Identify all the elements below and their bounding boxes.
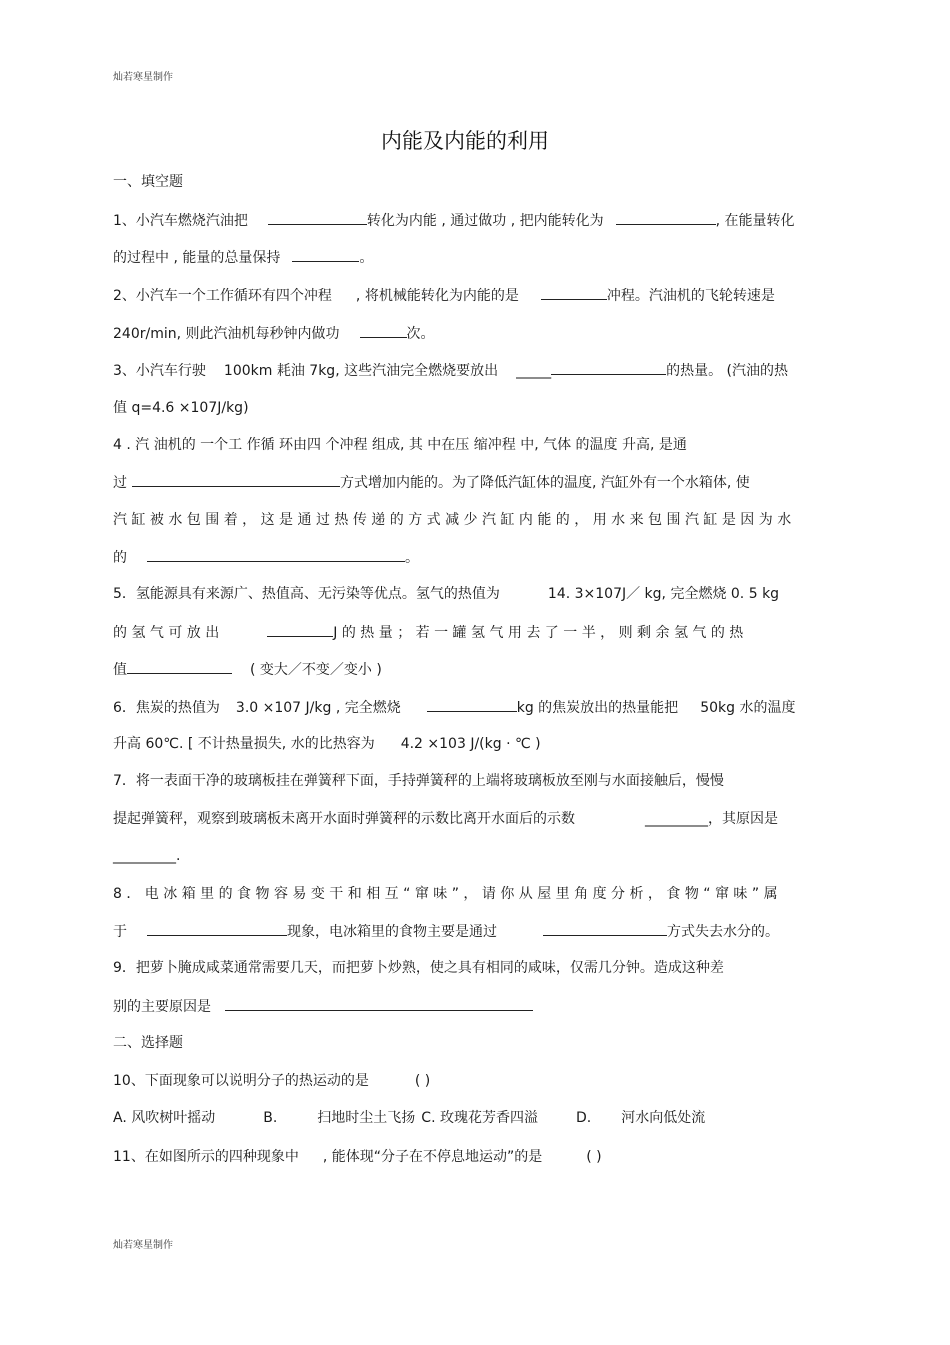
answer-blank[interactable] xyxy=(541,285,607,300)
question-3-line-2: 值 q=4.6 ×107J/kg) xyxy=(113,400,249,416)
q1-text-e: 。 xyxy=(359,250,374,266)
q5-text-b: 14. 3×107J／ kg, 完全燃烧 0. 5 kg xyxy=(547,586,780,602)
q6-text-f: 4.2 ×103 J/(kg · ℃ ) xyxy=(400,736,541,752)
answer-blank[interactable] xyxy=(360,323,407,338)
q10-text-a: 10、下面现象可以说明分子的热运动的是 xyxy=(113,1073,369,1089)
question-9-line-1: 9．把萝卜腌成咸菜通常需要几天，而把萝卜炒熟，使之具有相同的咸味，仅需几分钟。造成这种差 xyxy=(113,960,724,976)
q10-answer-paren: ( ) xyxy=(414,1073,431,1089)
q10-option-c: C. 玫瑰花芳香四溢 xyxy=(421,1110,538,1126)
question-10 xyxy=(113,1071,430,1091)
q5-text-a: 5．氢能源具有来源广、热值高、无污染等优点。氢气的热值为 xyxy=(113,586,500,602)
question-5-line-2 xyxy=(113,622,743,643)
answer-blank[interactable] xyxy=(225,996,533,1011)
question-7-line-3: _________. xyxy=(113,848,181,864)
q10-option-b-letter: B. xyxy=(263,1110,278,1126)
question-3-line-1 xyxy=(113,360,788,381)
q11-text-a: 11、在如图所示的四种现象中 xyxy=(113,1149,299,1165)
q6-text-a: 6．焦炭的热值为 xyxy=(113,700,220,716)
question-7-line-2 xyxy=(113,809,778,829)
q6-text-b: 3.0 ×107 J/kg , 完全燃烧 xyxy=(235,700,401,716)
q3-text-c: _____ xyxy=(516,363,552,379)
q7-text-b: 提起弹簧秤，观察到玻璃板未离开水面时弹簧秤的示数比离开水面后的示数 xyxy=(113,811,575,827)
q8-text-c: 现象，电冰箱里的食物主要是通过 xyxy=(287,924,497,940)
q2-text-a: 2、小汽车一个工作循环有四个冲程 xyxy=(113,288,332,304)
question-1-line-2 xyxy=(113,247,373,268)
q10-option-a: A. 风吹树叶摇动 xyxy=(113,1110,216,1126)
q1-text-c: , 在能量转化 xyxy=(715,213,795,229)
q10-option-d: 河水向低处流 xyxy=(621,1110,706,1126)
q2-text-b: , 将机械能转化为内能的是 xyxy=(355,288,519,304)
answer-blank[interactable] xyxy=(427,697,517,712)
q6-text-e: 升高 60℃. [ 不计热量损失, 水的比热容为 xyxy=(113,736,375,752)
section-fill-in: 一、填空题 xyxy=(113,174,183,190)
question-8-line-1: 8 ． 电 冰 箱 里 的 食 物 容 易 变 干 和 相 互 “ 窜 味 ” ， 请 你 从 屋 里 角 度 分 析 ， 食 物 “ 窜 味 ” 属 xyxy=(113,886,778,902)
question-1-line-1 xyxy=(113,210,795,231)
q6-text-d: 50kg 水的温度 xyxy=(700,700,796,716)
question-4-line-1: 4 . 汽 油机的 一个工 作循 环由四 个冲程 组成, 其 中在压 缩冲程 中, 气体 的温度 升高, 是通 xyxy=(113,437,687,453)
section-multiple-choice: 二、选择题 xyxy=(113,1035,183,1051)
q2-text-d: 240r/min, 则此汽油机每秒钟内做功 xyxy=(113,326,340,342)
q5-text-d: J 的 热 量 ； 若 一 罐 氢 气 用 去 了 一 半 ， 则 剩 余 氢 气 的 热 xyxy=(333,625,744,641)
answer-blank[interactable] xyxy=(267,622,333,637)
question-7-line-1: 7．将一表面干净的玻璃板挂在弹簧秤下面，手持弹簧秤的上端将玻璃板放至刚与水面接触后，慢慢 xyxy=(113,773,724,789)
q11-text-b: , 能体现“分子在不停息地运动”的是 xyxy=(322,1149,543,1165)
question-4-line-4 xyxy=(113,547,419,568)
q4-text-b: 过 xyxy=(113,475,127,491)
q5-text-f: ( 变大／不变／变小 ) xyxy=(250,662,382,678)
answer-blank[interactable] xyxy=(543,921,667,936)
q8-text-d: 方式失去水分的。 xyxy=(667,924,779,940)
q4-text-c: 方式增加内能的。为了降低汽缸体的温度, 汽缸外有一个水箱体, 使 xyxy=(340,475,750,491)
q5-text-c: 的 氢 气 可 放 出 xyxy=(113,625,220,641)
question-10-options xyxy=(113,1108,705,1128)
page-footer: 灿若寒星制作 xyxy=(113,1240,173,1251)
q1-text-a: 1、小汽车燃烧汽油把 xyxy=(113,213,248,229)
question-2-line-2 xyxy=(113,323,435,344)
q3-text-b: 100km 耗油 7kg, 这些汽油完全燃烧要放出 xyxy=(223,363,499,379)
q1-text-b: 转化为内能 , 通过做功 , 把内能转化为 xyxy=(366,213,604,229)
answer-blank[interactable] xyxy=(132,472,340,487)
q4-text-f: 。 xyxy=(405,550,419,566)
question-4-line-2 xyxy=(113,472,750,493)
q11-answer-paren: ( ) xyxy=(586,1149,602,1165)
question-6-line-1 xyxy=(113,697,795,718)
q1-text-d: 的过程中 , 能量的总量保持 xyxy=(113,250,281,266)
q4-text-e: 的 xyxy=(113,550,127,566)
q10-option-b: 扫地时尘土飞扬 xyxy=(317,1110,416,1126)
question-5-line-3 xyxy=(113,659,382,680)
question-9-line-2 xyxy=(113,996,533,1017)
answer-blank[interactable] xyxy=(292,247,359,262)
answer-blank[interactable] xyxy=(147,921,287,936)
q10-option-d-letter: D. xyxy=(575,1110,592,1126)
q6-text-c: kg 的焦炭放出的热量能把 xyxy=(516,700,679,716)
q5-text-e: 值 xyxy=(113,662,127,678)
question-5-line-1 xyxy=(113,584,779,604)
page-header: 灿若寒星制作 xyxy=(113,72,173,83)
answer-blank[interactable] xyxy=(616,210,716,225)
q3-text-a: 3、小汽车行驶 xyxy=(113,363,206,379)
question-6-line-2 xyxy=(113,734,541,754)
question-4-line-3: 汽 缸 被 水 包 围 着 ， 这 是 通 过 热 传 递 的 方 式 减 少 汽 缸 内 能 的 ， 用 水 来 包 围 汽 缸 是 因 为 水 xyxy=(113,512,792,528)
question-2-line-1 xyxy=(113,285,775,306)
q8-text-b: 于 xyxy=(113,924,127,940)
q2-text-c: 冲程。汽油机的飞轮转速是 xyxy=(606,288,775,304)
q9-text-b: 别的主要原因是 xyxy=(113,999,211,1015)
q3-text-d: 的热量。 (汽油的热 xyxy=(666,363,789,379)
answer-blank[interactable] xyxy=(268,210,367,225)
answer-blank[interactable] xyxy=(551,360,666,375)
answer-blank[interactable] xyxy=(147,547,405,562)
q7-text-c: _________，其原因是 xyxy=(645,811,778,827)
question-8-line-2 xyxy=(113,921,779,942)
question-11 xyxy=(113,1147,602,1167)
q2-text-e: 次。 xyxy=(406,326,435,342)
page-title: 内能及内能的利用 xyxy=(381,129,549,153)
answer-blank[interactable] xyxy=(127,659,232,674)
